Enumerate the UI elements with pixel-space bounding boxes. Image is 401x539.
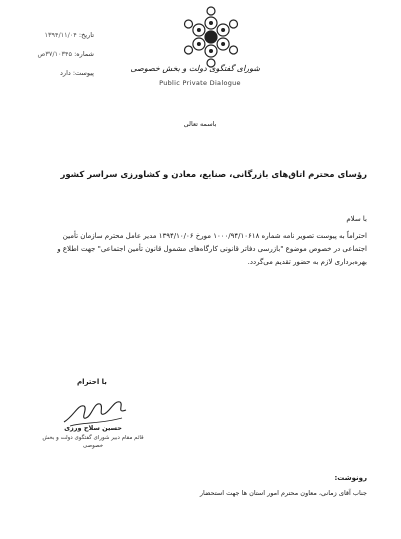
letter-date bbox=[14, 31, 94, 39]
signatory-title: قائم مقام دبیر شورای گفتگوی دولت و بخش خصوصی bbox=[42, 435, 144, 449]
number-value: ۳۷/۱۰۳۴۵ص bbox=[37, 50, 72, 58]
signatory-name: حسین سلاح ورزی bbox=[64, 424, 122, 432]
letter-number bbox=[14, 50, 94, 58]
cc-label: رونوشت: bbox=[334, 474, 367, 482]
letter-attachment bbox=[14, 69, 94, 77]
number-label: شماره: bbox=[74, 50, 94, 58]
greeting: با سلام bbox=[346, 215, 367, 223]
regards: با احترام bbox=[77, 378, 107, 386]
addressee: رؤسای محترم اتاق‌های بازرگانی، صنایع، معادن و کشاورزی سراسر کشور bbox=[60, 170, 367, 180]
attachment-value: دارد bbox=[60, 69, 71, 77]
letter-body: احتراماً به پیوست تصویر نامه شماره ۱۰۰۰/۹۴/۱۰۶۱۸ مورخ ۱۳۹۴/۱۰/۰۶ مدیر عامل محترم سازمان تأمین اجتماعی در خصوص موضوع "بازرسی دفاتر قانونی کارگاه‌های مشمول قانون تأمین اجتماعی" جهت اطلاع و بهره‌برداری لازم به حضور تقدیم می‌گردد. bbox=[57, 232, 367, 266]
brand-name-fa: شورای گفتگوی دولت و بخش خصوصی bbox=[130, 64, 260, 73]
ppd-logo-icon bbox=[180, 6, 242, 68]
date-value: ۱۳۹۴/۱۱/۰۴ bbox=[44, 31, 77, 39]
salutation: باسمه تعالی bbox=[183, 120, 217, 128]
cc-item: جناب آقای زمانی، معاون محترم امور استان ها جهت استحضار bbox=[199, 489, 367, 497]
attachment-label: پیوست: bbox=[72, 69, 94, 77]
date-label: تاریخ: bbox=[78, 31, 94, 39]
brand-name-en: Public Private Dialogue bbox=[159, 79, 241, 87]
